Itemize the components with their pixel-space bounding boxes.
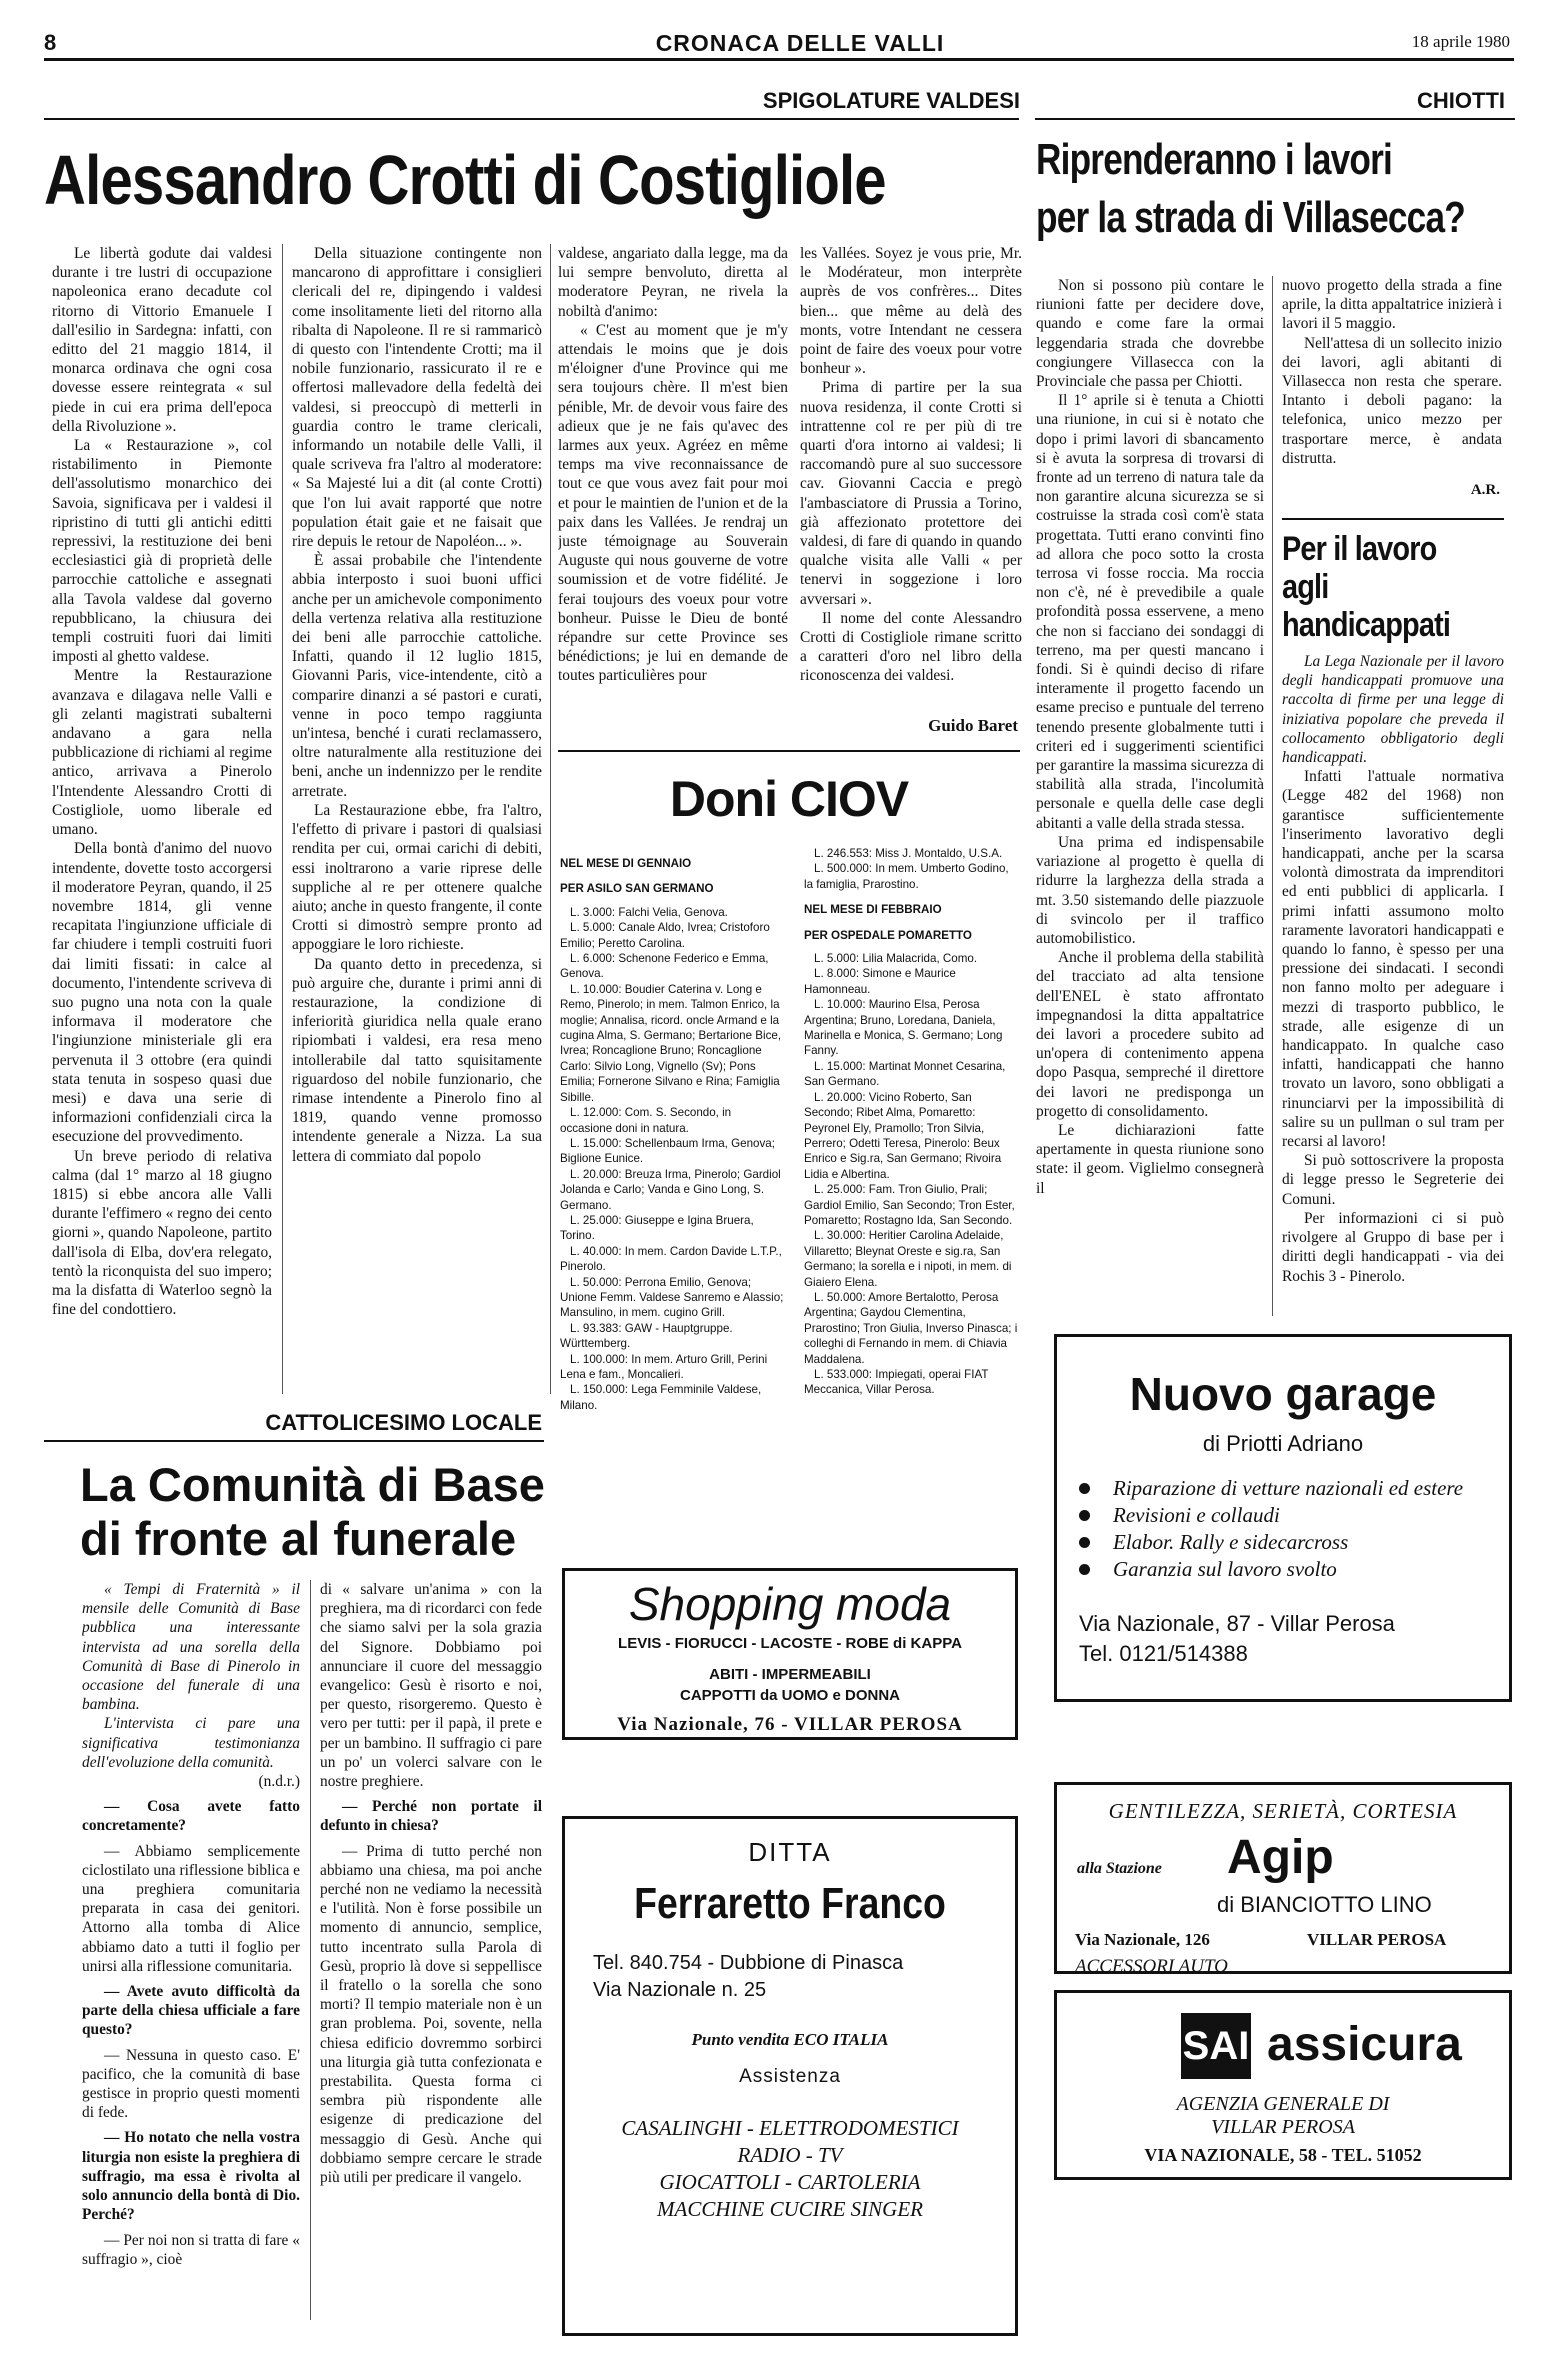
shopping-moda-line2: CAPPOTTI da UOMO e DONNA [679, 1687, 900, 1704]
garage-phone: Tel. 0121/514388 [1079, 1641, 1248, 1666]
crotti-c4-paragraph: les Vallées. Soyez je vous prie, Mr. le Modérateur, mon interprète auprès de vos confrères... Dites bien... que même au delà des monts, votre Intendant ne cessera point de faire des voeux pour votre bonheur ». [800, 245, 1022, 378]
comunita-question: — Avete avuto difficoltà da parte della chiesa ufficiale a fare questo? [82, 1983, 300, 2039]
comunita-answer: di « salvare un'anima » con la preghiera, ma di ricordarci con fede che siamo salvi per la sola grazia del Signore. Dobbiamo poi annunciare il cuore del messaggio evangelico: Gesù è risorto e noi, per questo, risorgeremo. Questo è vero per tutti: per il papà, il prete e per un bambino. Il suffragio ci pare un po' un volerci salvare con le nostre preghiere. [320, 1581, 542, 1791]
comunita-answer: — Prima di tutto perché non abbiamo una chiesa, ma poi anche perché non ne vediamo la necessità e l'utilità. Non è forse possibile un momento di annuncio, semplice, tutto incentrato sulla Parola di Gesù, proprio là dove si seppellisce il fratello o la sorella che sono morti? Il tempio materiale non è un gran problema. Poi, sovente, nella chiesa edificio dovremmo sorbirci una liturgia già tutta confezionata e prestabilita. Questa forma ci sembra più rispondente alle esigenze di predicazione del messaggio di Gesù. Anche qui dobbiamo sempre cercare le strade più utili per predicare il vangelo. [320, 1842, 542, 2187]
ferraretto-goods3: GIOCATTOLI - CARTOLERIA [659, 2170, 921, 2194]
crotti-c2-paragraph: Da quanto detto in precedenza, si può arguire che, durante i primi anni di restaurazione, la condizione di inferiorità giuridica nella quale erano ripiombati i valdesi, era resa meno intollerabile dal tatto squisitamente riguardoso del nobile funzionario, che rimase intendente a Pinerolo fino al 1819, quando venne promosso intendente generale a Nizza. La sua lettera di commiato dal popolo [292, 955, 542, 1165]
handicappati-paragraph: Si può sottoscrivere la proposta di legge presso le Segreterie dei Comuni. [1282, 1152, 1504, 1208]
sai-line1: AGENZIA GENERALE DI [1176, 2093, 1390, 2115]
doni-entry: L. 30.000: Heritier Carolina Adelaide, Villaretto; Bleynat Oreste e sig.ra, San Germano; la sorella e i nipoti, in mem. di Giaiero Elena. [804, 1229, 1012, 1289]
comunita-headline-1: La Comunità di Base [80, 1458, 545, 1511]
strada-signature: A.R. [1470, 482, 1500, 498]
doni-entry: L. 500.000: In mem. Umberto Godino, la famiglia, Prarostino. [804, 862, 1009, 891]
crotti-c1-paragraph: Le libertà godute dai valdesi durante i tre lustri di occupazione napoleonica erano decadute col ritorno di Vittorio Emanuele I dall'esilio in Sardegna: infatti, con editto del 21 maggio 1814, il monarca ordinava che ogni cosa dovesse essere reintegrata « sul piede in cui era prima dell'epoca della Rivoluzione ». [52, 245, 272, 435]
ferraretto-line2: Via Nazionale n. 25 [593, 1979, 767, 2001]
ferraretto-line1: Tel. 840.754 - Dubbione di Pinasca [593, 1952, 904, 1974]
doni-entry: L. 10.000: Boudier Caterina v. Long e Remo, Pinerolo; in mem. Talmon Enrico, la moglie; Annalisa, ricord. oncle Armand e la cugina Alma, S. Germano; Bertarione Bice, Ivrea; Roncaglione Bruno; Roncaglione Carlo: Silvio Long, Vignello (Sv); Pons Emilia; Fornerone Silvano e Rina; Famiglia Sibille. [560, 982, 782, 1104]
ferraretto-ad [562, 1816, 1018, 2336]
doni-heading: PER OSPEDALE POMARETTO [804, 928, 972, 942]
ferraretto-goods4: MACCHINE CUCIRE SINGER [657, 2197, 923, 2221]
crotti-c2-paragraph: Della situazione contingente non mancarono di approfittare i consiglieri clericali del re, dipingendo i valdesi come insolitamente lieti del ritorno alla ribalta di Napoleone. Il re si rammaricò di questo con l'intendente Crotti; ma il nobile funzionario, rassicurato il re e offertosi mallevadore della fedeltà dei valdesi, si preoccupò di metterli in guardia contro le trame clericali, informando un notabile delle Valli, il quale scriveva fra l'altro al moderatore: « Sa Majesté lui a dit (al conte Crotti) que l'on lui avait rapporté que notre population était gaie et ne faisait que rire depuis le retour de Napoléon... ». [292, 245, 542, 551]
crotti-c1-paragraph: Un breve periodo di relativa calma (dal 1° marzo al 18 giugno 1815) si ebbe ancora alle Valli durante l'effimero « regno dei cento giorni », quando Napoleone, partito dall'isola di Elba, dov'era relegato, tentò la riconquista del suo impero; ma la disfatta di Waterloo segnò la fine del condottiero. [52, 1147, 272, 1319]
section-spigolature: SPIGOLATURE VALDESI [762, 88, 1020, 113]
agip-address: Via Nazionale, 126 [1075, 1930, 1210, 1949]
comunita-answer: — Abbiamo semplicemente ciclostilato una riflessione biblica e una preghiera comunitaria preparata in casa dei genitori. Attorno alla tomba di Alice abbiamo dato a tutti il foglio per unirsi alla riflessione comunitaria. [82, 1842, 300, 1975]
doni-heading: NEL MESE DI GENNAIO [560, 857, 692, 870]
paper-title: CRONACA DELLE VALLI [655, 30, 945, 56]
crotti-column-1 [52, 244, 272, 1414]
section-rule-left [44, 118, 1019, 120]
crotti-c4-paragraph: Prima di partire per la sua nuova residenza, il conte Crotti si intrattenne col re per più di tre quarti d'ora intorno ai valdesi; li raccomandò pure al suo successore cav. Giovanni Caccia e pregò l'ambasciatore di Prussia a Torino, già affezionato protettore dei valdesi, di fare di quando in quando qualche visita alle Valli « per tenervi in soggezione i loro avversari ». [800, 379, 1022, 608]
section-rule-right [1035, 118, 1515, 120]
sai-logo: SAI [1181, 2013, 1251, 2079]
strada-paragraph: Le dichiarazioni fatte apertamente in questa riunione sono state: il geom. Viglielmo consegnerà il [1036, 1121, 1264, 1197]
crotti-c1-paragraph: Della bontà d'animo del nuovo intendente, dovette tosto accorgersi il moderatore Peyran, quando, il 25 novembre 1814, gli venne recapitata l'ingiunzione ufficiale di far chiudere i templi costruiti fuori dai limiti fissati: in calce al documento, l'intendente scriveva di suo pugno una nota con la quale informava il moderatore che l'ingiunzione ministeriale gli era pervenuta il 3 ottobre (era quindi stata tenuta in sospeso quasi due mesi) e dava una serie di informazioni confidenziali circa la esecuzione del provvedimento. [52, 840, 272, 1146]
strada-column-2 [1282, 276, 1502, 476]
crotti-c3-paragraph: « C'est au moment que je m'y attendais le moins que je dois m'éloigner d'une Province qui me sera toujours chère. Il m'est bien pénible, Mr. de devoir vous faire des adieux que je ne fais qu'avec des larmes aux yeux. Agréez en même temps ma vive reconnaissance de tout ce que vous avez fait pour moi et pour le maintien de l'union et de la paix dans les Vallées. Je rendraj un juste témoignage au Souverain Auguste qui nous gouverne de votre soumission et de votre fidélité. Je ferai toujours des voeux pour votre bonheur. Puisse le Dieu de bonté répandre sur cette Province ses bénédictions; je lui en demande de toutes particulières pour [558, 321, 788, 685]
column-divider [550, 244, 551, 1394]
agip-slogan: GENTILEZZA, SERIETÀ, CORTESIA [1108, 1799, 1458, 1823]
handicappati-headline-3: handicappati [1282, 606, 1451, 644]
strada-paragraph: nuovo progetto della strada a fine aprile, la ditta appaltatrice inizierà i lavori il 5 maggio. [1282, 277, 1502, 333]
ferraretto-label: DITTA [748, 1837, 832, 1867]
handicappati-paragraph: Per informazioni ci si può rivolgere al Gruppo di base per i diritti degli handicappati - via dei Rochis 3 - Pinerolo. [1282, 1209, 1504, 1285]
bullet-icon [1079, 1564, 1090, 1575]
issue-date: 18 aprile 1980 [1411, 32, 1510, 51]
doni-entry: L. 5.000: Lilia Malacrida, Como. [814, 952, 978, 966]
shopping-moda-ad [562, 1568, 1018, 1740]
shopping-moda-line1: ABITI - IMPERMEABILI [709, 1666, 871, 1683]
shopping-moda-brands: LEVIS - FIORUCCI - LACOSTE - ROBE di KAPPA [618, 1635, 962, 1652]
sai-address: VIA NAZIONALE, 58 - TEL. 51052 [1144, 2145, 1422, 2165]
garage-address: Via Nazionale, 87 - Villar Perosa [1079, 1611, 1395, 1636]
crotti-column-3 [558, 244, 788, 744]
doni-entry: L. 25.000: Fam. Tron Giulio, Prali; Gardiol Emilio, San Secondo; Tron Ester, Pomaretto; Rostagno Ida, San Secondo. [804, 1183, 1015, 1227]
comunita-intro: L'intervista ci pare una significativa testimonianza dell'evoluzione della comunità. [82, 1715, 300, 1771]
column-divider [282, 244, 283, 1394]
crotti-headline: Alessandro Crotti di Costigliole [44, 141, 886, 219]
agip-town: VILLAR PEROSA [1307, 1930, 1447, 1949]
strada-paragraph: Una prima ed indispensabile variazione al progetto è quella di ridurre la larghezza della strada a mt. 3.50 sistemando delle piazzuole di svincolo per il traffico automobilistico. [1036, 833, 1264, 947]
bullet-icon [1079, 1537, 1090, 1548]
ferraretto-goods1: CASALINGHI - ELETTRODOMESTICI [621, 2116, 959, 2140]
handicappati-top-rule [1282, 518, 1504, 520]
section-chiotti: CHIOTTI [1417, 88, 1505, 113]
doni-entry: L. 15.000: Schellenbaum Irma, Genova; Biglione Eunice. [560, 1136, 775, 1166]
doni-entry: L. 50.000: Amore Bertalotto, Perosa Argentina; Gaydou Clementina, Prarostino; Tron Giulia, Inverso Pinasca; i colleghi di Fernando in mem. di Chiavia Maddalena. [804, 1290, 1018, 1366]
doni-title: Doni CIOV [669, 771, 909, 827]
comunita-ndr: (n.d.r.) [258, 1773, 300, 1791]
garage-service-label: Riparazione di vetture nazionali ed estere [1113, 1476, 1464, 1500]
doni-entry: L. 6.000: Schenone Federico e Emma, Genova. [560, 952, 769, 981]
doni-entry: L. 3.000: Falchi Velia, Genova. [570, 905, 728, 919]
doni-entry: L. 8.000: Simone e Maurice Hamonneau. [804, 967, 956, 996]
crotti-c2-paragraph: La Restaurazione ebbe, fra l'altro, l'effetto di privare i pastori di qualsiasi rendita per cui, ormai carichi di debiti, essi inoltrarono a varie riprese delle suppliche al re per ottenere qualche aiuto; anche in questo frangente, il conte Crotti si dimostrò sempre pronto ad appoggiare le loro richieste. [292, 801, 542, 954]
doni-entry: L. 150.000: Lega Femminile Valdese, Milano. [560, 1383, 762, 1412]
doni-top-rule [558, 750, 1020, 752]
column-divider [310, 1580, 311, 2320]
garage-owner: di Priotti Adriano [1202, 1431, 1364, 1456]
doni-entry: L. 12.000: Com. S. Secondo, in occasione doni in natura. [560, 1106, 732, 1135]
handicappati-paragraph: Infatti l'attuale normativa (Legge 482 del 1968) non garantisce sufficientemente l'inserimento lavorativo degli handicappati, anche per la scarsa volontà dimostrata da imprenditori ed enti pubblici di applicarla. I primi infatti assumono molto raramente lavoratori handicappati e quando lo fanno, è spesso per una pressione dei sindacati. I secondi non fanno molto per adeguare i mezzi di trasporto pubblico, le strade, alle esigenze di un handicappato. In qualche caso infatti, handicappati che hanno trovato un lavoro, sono obbligati a rinunciarvi per la impossibilità di salire su un pullman o sul tram per recarsi al lavoro! [1282, 768, 1504, 1151]
comunita-column-2 [320, 1580, 542, 2340]
garage-service-item [1113, 1529, 1509, 1556]
doni-entry: L. 40.000: In mem. Cardon Davide L.T.P., Pinerolo. [560, 1244, 782, 1274]
strada-paragraph: Non si possono più contare le riunioni fatte per decidere dove, quando e come fare la ormai leggendaria strada che dovrebbe congiungere Villasecca con la Provinciale che passa per Chiotti. [1036, 277, 1264, 391]
bullet-icon [1079, 1483, 1090, 1494]
crotti-c3-paragraph: valdese, angariato dalla legge, ma da lui sempre benvoluto, diretta al moderatore Peyran, ne rivela la nobiltà d'animo: [558, 245, 788, 320]
doni-heading: PER ASILO SAN GERMANO [560, 882, 714, 896]
agip-tagline: ACCESSORI AUTO [1075, 1956, 1228, 1977]
comunita-question: — Cosa avete fatto concretamente? [82, 1798, 300, 1835]
doni-entry: L. 15.000: Martinat Monnet Cesarina, San Germano. [804, 1059, 1006, 1089]
handicappati-paragraph: La Lega Nazionale per il lavoro degli handicappati promuove una raccolta di firme per una legge di iniziativa popolare che preveda il collocamento obbligatorio degli handicappati. [1282, 653, 1504, 767]
section-rule-mid [44, 1440, 544, 1442]
ferraretto-line4: Assistenza [739, 2066, 841, 2087]
crotti-column-2 [292, 244, 542, 1384]
bullet-icon [1079, 1510, 1090, 1521]
comunita-answer: — Nessuna in questo caso. E' pacifico, che la comunità di base gestisce in proprio questi momenti di fede. [82, 2046, 300, 2122]
ferraretto-goods2: RADIO - TV [737, 2143, 843, 2167]
sai-line2: VILLAR PEROSA [1211, 2116, 1355, 2138]
garage-title: Nuovo garage [1129, 1368, 1437, 1420]
agip-prefix: alla Stazione [1077, 1860, 1162, 1877]
shopping-moda-name: Shopping moda [628, 1578, 952, 1630]
masthead-rule [44, 58, 1514, 61]
garage-service-item [1113, 1556, 1509, 1583]
crotti-column-4 [800, 244, 1022, 714]
handicappati-body [1282, 652, 1504, 1312]
strada-headline-1: Riprenderanno i lavori [1036, 135, 1392, 184]
garage-service-item [1113, 1475, 1509, 1502]
garage-service-label: Revisioni e collaudi [1113, 1503, 1280, 1527]
agip-ad [1054, 1782, 1512, 1977]
agip-owner: di BIANCIOTTO LINO [1217, 1892, 1432, 1917]
doni-entry: L. 50.000: Perrona Emilio, Genova; Unione Femm. Valdese Sanremo e Alassio; Mansulino, in mem. cugino Grill. [560, 1275, 784, 1320]
comunita-question: — Ho notato che nella vostra liturgia non esiste la preghiera di suffragio, ma essa è rivolta al solo annuncio della bontà di Dio. Perché? [82, 2129, 300, 2224]
comunita-column-1 [82, 1580, 300, 2340]
agip-brand: Agip [1227, 1831, 1334, 1884]
doni-entry: L. 20.000: Breuza Irma, Pinerolo; Gardiol Jolanda e Carlo; Vanda e Gino Long, S. Germano. [560, 1167, 781, 1212]
ferraretto-line3: Punto vendita ECO ITALIA [691, 2030, 889, 2049]
page-number: 8 [44, 30, 57, 55]
doni-entry: L. 246.553: Miss J. Montaldo, U.S.A. [814, 847, 1003, 860]
strada-paragraph: Anche il problema della stabilità del tracciato ad alta tensione dell'ENEL è stato affrontato impegnandosi la ditta appaltatrice dei lavori a procedere subito ad un'opera di contenimento appena dopo Pasqua, sempreché il direttore dei lavori ne predisponga un progetto di consolidamento. [1036, 949, 1264, 1120]
doni-entry: L. 5.000: Canale Aldo, Ivrea; Cristoforo Emilio; Peretto Carolina. [560, 921, 770, 950]
comunita-question: — Perché non portate il defunto in chiesa? [320, 1798, 542, 1835]
nuovo-garage-ad [1054, 1334, 1512, 1702]
comunita-headline-2: di fronte al funerale [80, 1512, 517, 1565]
garage-service-label: Elabor. Rally e sidecarcross [1113, 1530, 1349, 1554]
doni-entry: L. 100.000: In mem. Arturo Grill, Perini Lena e fam., Moncalieri. [560, 1352, 768, 1381]
doni-entry: L. 20.000: Vicino Roberto, San Secondo; Ribet Alma, Pomaretto: Peyronel Ely, Pramollo; Tron Silvia, Perrero; Odetti Teresa, Pinerolo: Beux Enrico e Sig.ra, San Germano; Rivoira Lidia e Albertina. [804, 1090, 1002, 1181]
strada-paragraph: Nell'attesa di un sollecito inizio dei lavori, agli abitanti di Villasecca non resta che sperare. Intanto i deboli pagano: la telefonica, unico mezzo per trasportare merce, è andata distrutta. [1282, 334, 1502, 467]
crotti-c1-paragraph: La « Restaurazione », col ristabilimento in Piemonte dell'assolutismo monarchico dei Savoia, significava per i valdesi il ripristino di tutti gli antichi editti repressivi, la restituzione dei beni ecclesiastici già di proprietà delle parrocchie cattoliche e assegnati alla Tavola valdese dal governo repubblicano, la chiusura dei templi costruiti fuori dai limiti imposti al ghetto valdese. [52, 437, 272, 666]
handicappati-headline-1: Per il lavoro [1282, 530, 1437, 568]
sai-word: assicura [1267, 2018, 1462, 2071]
garage-services-list [1057, 1475, 1509, 1583]
comunita-intro: « Tempi di Fraternità » il mensile delle Comunità di Base pubblica una interessante intervista ad una sorella della Comunità di Base di Pinerolo in occasione del funerale di una bambina. [82, 1581, 300, 1714]
shopping-moda-address: Via Nazionale, 76 - VILLAR PEROSA [617, 1714, 963, 1735]
section-cattolicesimo: CATTOLICESIMO LOCALE [265, 1410, 542, 1435]
doni-entry: L. 93.383: GAW - Hauptgruppe. Württemberg. [560, 1321, 733, 1351]
doni-entry: L. 10.000: Maurino Elsa, Perosa Argentina; Bruno, Loredana, Daniela, Marinella e Monica, S. Germano; Long Fanny. [804, 998, 1003, 1058]
strada-paragraph: Il 1° aprile si è tenuta a Chiotti una riunione, in cui si è notato che dopo i primi lavori di sbancamento si è avuta la sorpresa di trovarsi di fronte ad un terreno di natura tale da non garantire alcuna sicurezza se si costruisse la strada così com'è stata progettata. Tutti erano convinti fino ad allora che poco sotto la crosta terrosa vi fosse roccia. Ma roccia non c'è, né è prevedibile a quale profondità possa esservene, a meno che non si facciano dei sondaggi di terreno, ma per questi mancano i fondi. Si è quindi deciso di rifare interamente il progetto facendo un esame preciso e puntuale del terreno tenendo presente globalmente tutti i criteri ed i suggerimenti scientifici per garantire la massima sicurezza di stabilità alla strada, l'incolumità personale e quella delle case degli abitanti a valle della strada stessa. [1036, 392, 1264, 832]
doni-column-2 [804, 846, 1018, 1546]
doni-heading: NEL MESE DI FEBBRAIO [804, 903, 942, 917]
doni-column-1 [560, 846, 786, 1546]
garage-service-label: Garanzia sul lavoro svolto [1113, 1557, 1337, 1581]
ferraretto-name: Ferraretto Franco [634, 1879, 946, 1928]
sai-assicura-ad [1054, 1990, 1512, 2180]
crotti-signature: Guido Baret [928, 716, 1018, 735]
crotti-c1-paragraph: Mentre la Restaurazione avanzava e dilagava nelle Valli e gli zelanti magistrati subalterni andavano a gara nella pubblicazione di richiami al regime antico, arrivava a Pinerolo l'Intendente Alessandro Crotti di Costigliole, uomo liberale ed umano. [52, 667, 272, 839]
doni-entry: L. 25.000: Giuseppe e Igina Bruera, Torino. [560, 1213, 754, 1243]
garage-service-item [1113, 1502, 1509, 1529]
doni-entry: L. 533.000: Impiegati, operai FIAT Meccanica, Villar Perosa. [804, 1368, 989, 1397]
strada-column-1 [1036, 276, 1264, 1406]
strada-headline-2: per la strada di Villasecca? [1036, 193, 1465, 242]
crotti-c2-paragraph: È assai probabile che l'intendente abbia interposto i suoi buoni uffici anche per un amichevole componimento della vertenza relativa alla restituzione dei beni alle parrocchie cattoliche. Infatti, quando il 12 luglio 1815, Giovanni Paris, vice-intendente, citò a comparire dinanzi a sé pastori e curati, venne in poco tempo raggiunta un'intesa, benché i curati reclamassero, oltre naturalmente alla restituzione dei beni, anche un indennizzo per le rendite arretrate. [292, 552, 542, 800]
comunita-answer: — Per noi non si tratta di fare « suffragio », cioè [82, 2231, 300, 2268]
crotti-c4-paragraph: Il nome del conte Alessandro Crotti di Costigliole rimane scritto a caratteri d'oro nel libro della riconoscenza dei valdesi. [800, 609, 1022, 685]
column-divider [1272, 276, 1273, 1316]
handicappati-headline-2: agli [1282, 568, 1329, 606]
